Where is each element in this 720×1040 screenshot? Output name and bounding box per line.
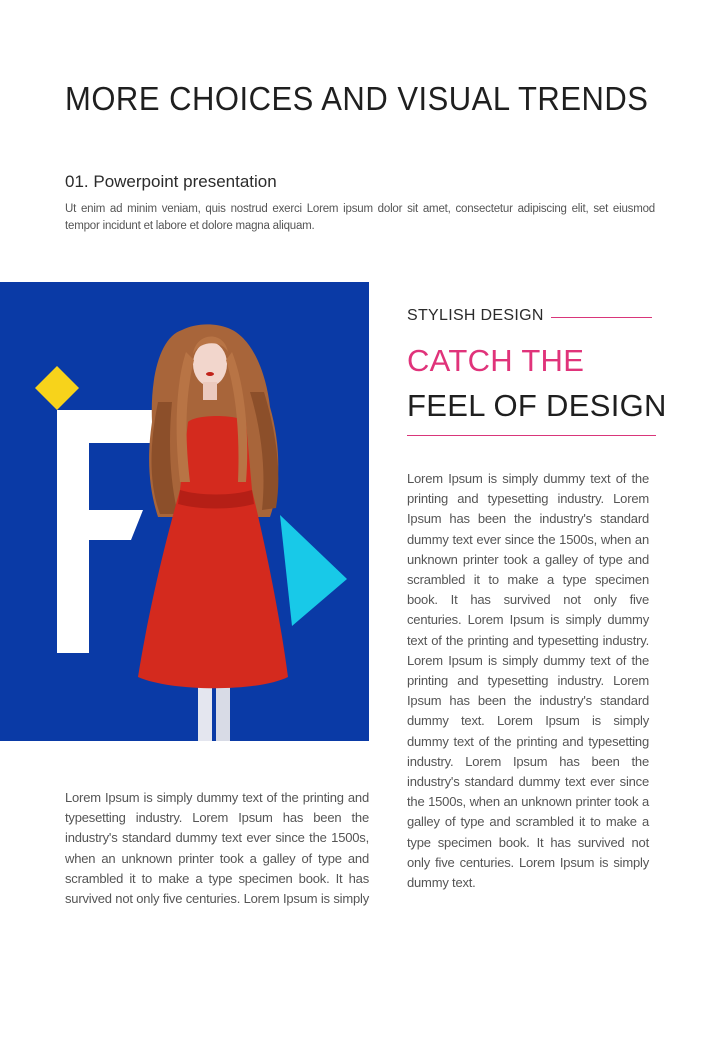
- page-title: MORE CHOICES AND VISUAL TRENDS: [65, 80, 649, 118]
- left-column-body-text: Lorem Ipsum is simply dummy text of the printing and typesetting industry. Lorem Ipsum has been the industry's standard dummy text ever since the 1500s, when an unknown printer took a galley of type and scrambled it to make a type specimen book. It has survived not only five centuries. Lorem Ipsum is simply: [65, 790, 369, 907]
- hero-image: [0, 282, 369, 741]
- eyebrow-divider: [551, 317, 652, 318]
- heading-line-main: FEEL OF DESIGN: [407, 388, 667, 423]
- heading-divider: [407, 435, 656, 436]
- intro-paragraph: Ut enim ad minim veniam, quis nostrud exerci Lorem ipsum dolor sit amet, consectetur adipiscing elit, set eiusmod tempor incidunt et labore et dolore magna aliquam.: [65, 203, 655, 232]
- feature-body-text: Lorem Ipsum is simply dummy text of the printing and typesetting industry. Lorem Ipsum has been the industry's standard dummy text ever since the 1500s, when an unknown printer took a galley of type and scrambled it to make a type specimen book. It has survived not only five centuries. Lorem Ipsum is simply dummy text of the printing and typesetting industry. Lorem Ipsum is simply dummy text of the printing and typesetting industry. Lorem Ipsum has been the industry's standard dummy text. Lorem Ipsum is simply dummy text of the printing and typesetting industry. Lorem Ipsum has been the industry's standard dummy text ever since the 1500s, when an unknown printer took a galley of type and scrambled it to make a type specimen book. It has survived not only five centuries. Lorem Ipsum is simply dummy text.: [407, 471, 649, 891]
- eyebrow-label: STYLISH DESIGN: [407, 307, 544, 324]
- feature-heading: [407, 338, 667, 428]
- heading-line-accent: CATCH THE: [407, 343, 585, 378]
- eyebrow-row: [407, 307, 652, 329]
- section-subtitle: 01. Powerpoint presentation: [65, 172, 277, 191]
